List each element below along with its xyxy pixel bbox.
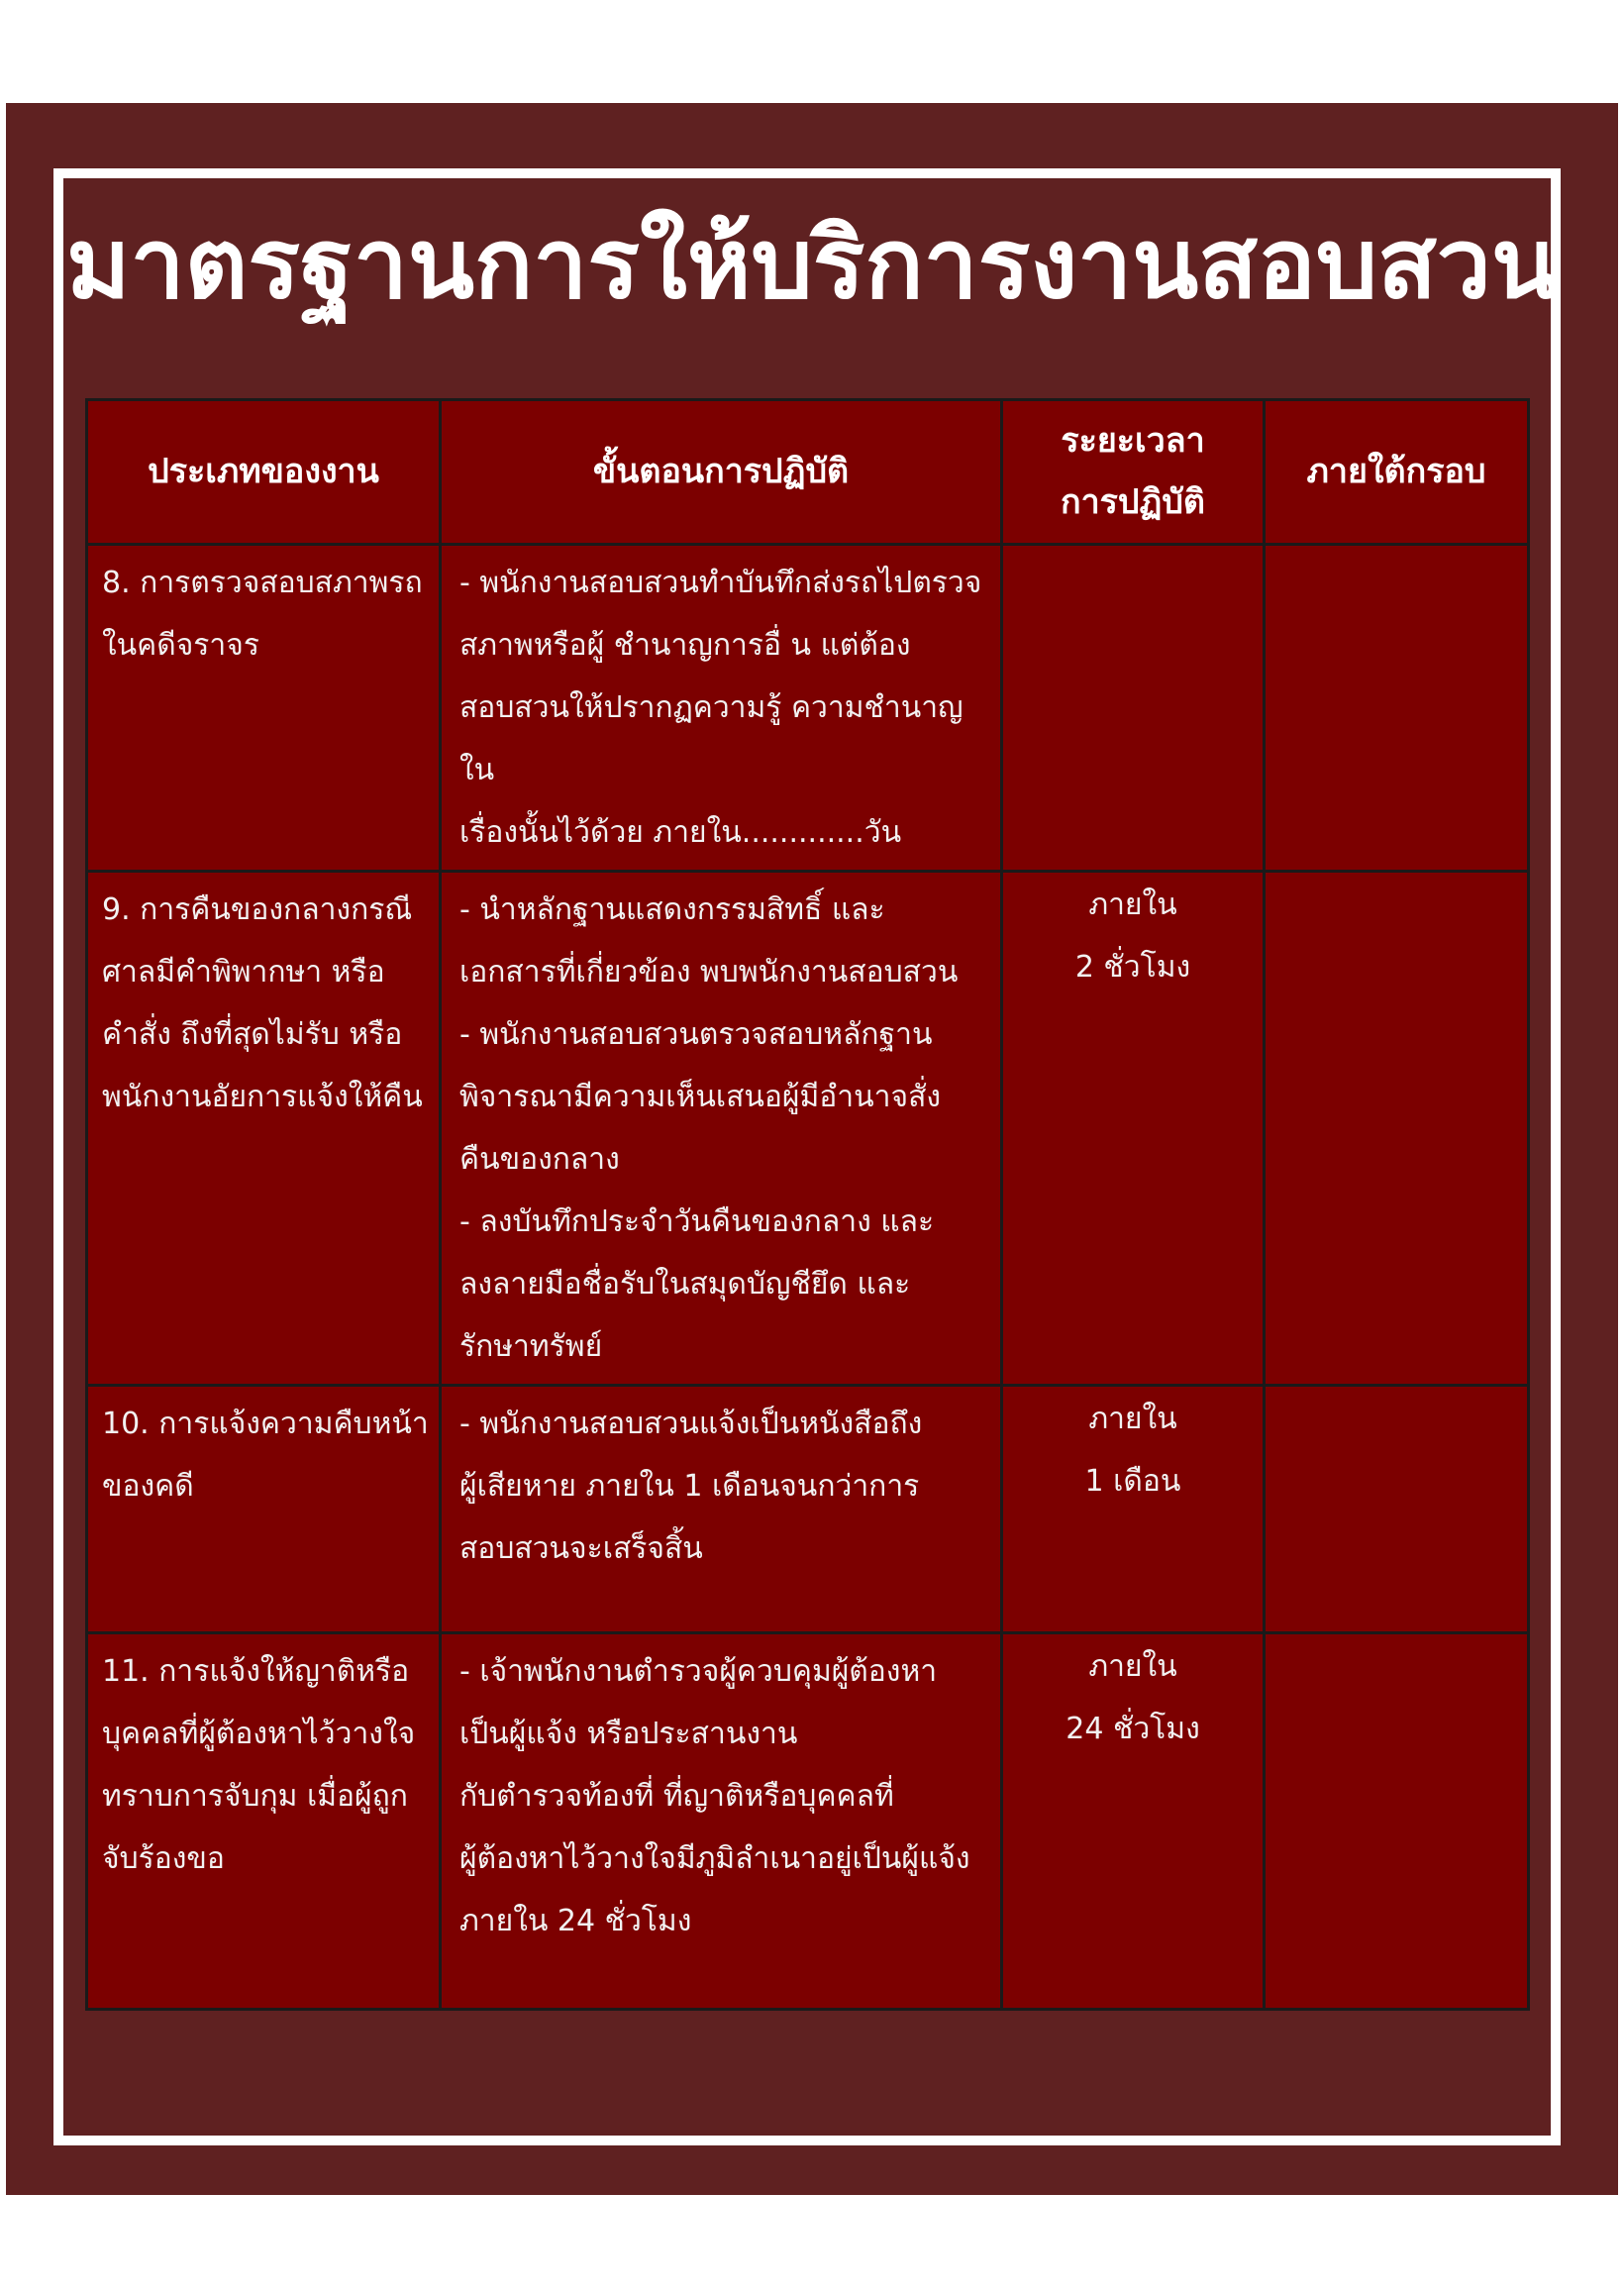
table-row [87,1386,1529,1633]
cell-work-type: 11. การแจ้งให้ญาติหรือ บุคคลที่ผู้ต้องหาไว้วางใจ ทราบการจับกุม เมื่อผู้ถูก จับร้องขอ [87,1633,441,2010]
cell-deadline [1265,1633,1529,2010]
cell-duration [1002,545,1265,872]
poster [6,103,1618,2195]
cell-duration: ภายใน 2 ชั่วโมง [1002,872,1265,1386]
header-deadline: ภายใต้กรอบ [1265,400,1529,545]
table-header-row [87,400,1529,545]
cell-deadline [1265,545,1529,872]
table-row [87,545,1529,872]
table-row [87,1633,1529,2010]
cell-deadline [1265,1386,1529,1633]
cell-work-type: 10. การแจ้งความคืบหน้า ของคดี [87,1386,441,1633]
table-row [87,872,1529,1386]
header-work-type: ประเภทของงาน [87,400,441,545]
cell-duration: ภายใน 1 เดือน [1002,1386,1265,1633]
cell-deadline [1265,872,1529,1386]
header-duration: ระยะเวลา การปฏิบัติ [1002,400,1265,545]
standards-table [85,398,1530,2011]
page-title: มาตรฐานการให้บริการงานสอบสวน [66,208,1558,321]
cell-procedure: - พนักงานสอบสวนทำบันทึกส่งรถไปตรวจ สภาพหรือผู้ ชำนาญการอื่ น แต่ต้อง สอบสวนให้ปรากฏความรู้ ความชำนาญใน เรื่องนั้นไว้ด้วย ภายใน.............วัน [441,545,1002,872]
cell-procedure: - พนักงานสอบสวนแจ้งเป็นหนังสือถึง ผู้เสียหาย ภายใน 1 เดือนจนกว่าการ สอบสวนจะเสร็จสิ้น [441,1386,1002,1633]
cell-duration: ภายใน 24 ชั่วโมง [1002,1633,1265,2010]
cell-work-type: 9. การคืนของกลางกรณี ศาลมีคำพิพากษา หรือ คำสั่ง ถึงที่สุดไม่รับ หรือ พนักงานอัยการแจ้งให้คืน [87,872,441,1386]
cell-procedure: - เจ้าพนักงานตำรวจผู้ควบคุมผู้ต้องหา เป็นผู้แจ้ง หรือประสานงาน กับตำรวจท้องที่ ที่ญาติหรือบุคคลที่ ผู้ต้องหาไว้วางใจมีภูมิลำเนาอยู่เป็นผู้แจ้ง ภายใน 24 ชั่วโมง [441,1633,1002,2010]
cell-work-type: 8. การตรวจสอบสภาพรถ ในคดีจราจร [87,545,441,872]
header-procedure: ขั้นตอนการปฏิบัติ [441,400,1002,545]
cell-procedure: - นำหลักฐานแสดงกรรมสิทธิ์ และ เอกสารที่เกี่ยวข้อง พบพนักงานสอบสวน - พนักงานสอบสวนตรวจสอบหลักฐาน พิจารณามีความเห็นเสนอผู้มีอำนาจสั่ง คืนของกลาง - ลงบันทึกประจำวันคืนของกลาง และ ลงลายมือชื่อรับในสมุดบัญชียึด และ รักษาทรัพย์ [441,872,1002,1386]
